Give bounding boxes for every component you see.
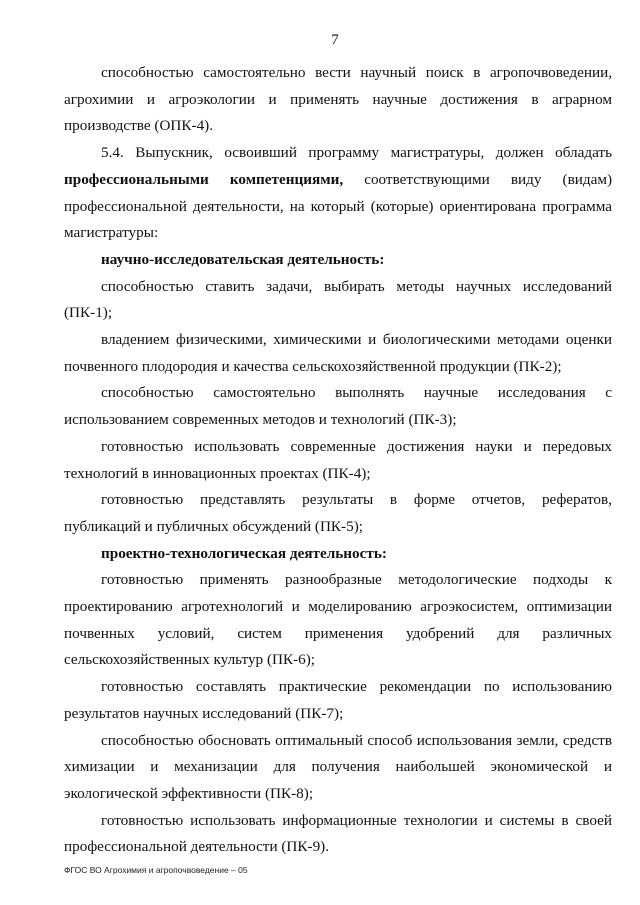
- competency-pk2: владением физическими, химическими и биологическими методами оценки почвенного плодородия и качества сельскохозяйственной продукции (ПК-2);: [64, 331, 612, 375]
- competency-pk5: готовностью представлять результаты в форме отчетов, рефератов, публикаций и публичных обсуждений (ПК-5);: [64, 491, 612, 535]
- competency-pk3: способностью самостоятельно выполнять научные исследования с использованием современных методов и технологий (ПК-3);: [64, 384, 612, 429]
- paragraph-5-4-start: 5.4. Выпускник, освоивший программу магистратуры, должен обладать: [101, 144, 612, 162]
- competency-pk8: способностью обосновать оптимальный способ использования земли, средств химизации и механизации для получения наибольшей экономической и экологической эффективности (ПК-8);: [64, 731, 612, 802]
- professional-competencies-term: профессиональными компетенциями,: [64, 170, 344, 188]
- heading-research-activity: научно-исследовательская деятельность:: [101, 250, 385, 268]
- document-body: [64, 60, 612, 861]
- competency-pk1: способностью ставить задачи, выбирать методы научных исследований (ПК-1);: [64, 277, 612, 322]
- competency-pk4: готовностью использовать современные достижения науки и передовых технологий в инновационных проектах (ПК-4);: [64, 437, 612, 482]
- heading-design-activity: проектно-технологическая деятельность:: [101, 544, 387, 562]
- page-number: 7: [331, 32, 339, 48]
- paragraph-5-4-end: соответствующими виду (видам) профессиональной деятельности, на который (которые) ориентирована программа магистратуры:: [64, 170, 613, 242]
- competency-pk6: готовностью применять разнообразные методологические подходы к проектированию агротехнологий и моделированию агроэкосистем, оптимизации почвенных условий, систем применения удобрений для различных сельскохозяйственных культур (ПК-6);: [64, 571, 612, 669]
- paragraph-5-4: [64, 140, 612, 247]
- competency-pk9: готовностью использовать информационные технологии и системы в своей профессиональной деятельности (ПК-9).: [64, 811, 612, 856]
- competency-pk7: готовностью составлять практические рекомендации по использованию результатов научных исследований (ПК-7);: [64, 678, 612, 722]
- paragraph-opk4: способностью самостоятельно вести научный поиск в агропочвоведении, агрохимии и агроэкологии и применять научные достижения в аграрном производстве (ОПК-4).: [64, 64, 612, 135]
- page-footer: ФГОС ВО Агрохимия и агропочвоведение – 05: [64, 865, 248, 875]
